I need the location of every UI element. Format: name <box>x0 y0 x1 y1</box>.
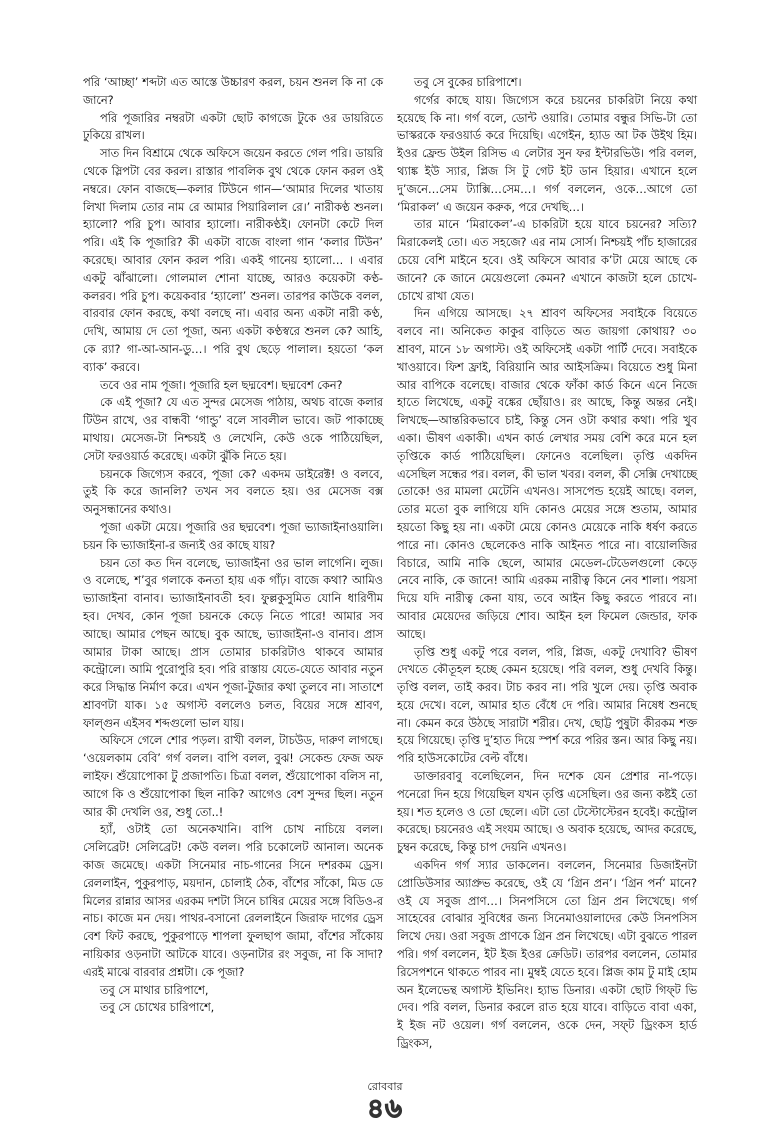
paragraph: কে এই পূজা? যে এত সুন্দর মেসেজ পাঠায়, অথচ বাজে কলার টিউন রাখে, ওর বান্ধবী ‘গান্ডু’ বলে সাবলীল ভাবে। জট পাকাচ্ছে মাথায়। মেসেজ-টা নিশ্চয়ই ও লেখেনি, কেউ ওকে পাঠিয়েছিল, সেটা ফরওয়ার্ড করেছে। একটা ঝুঁকি নিতে হয়। <box>83 396 383 463</box>
poem-line: তবু সে মাথার চারিপাশে, <box>99 983 209 997</box>
paragraph: পরি পূজারির নম্বরটা একটা ছোট কাগজে টুকে ওর ডায়রিতে ঢুকিয়ে রাখল। <box>83 111 383 143</box>
page-number: ৪৬ <box>367 1094 403 1124</box>
paragraph: তৃপ্তি শুধু একটু পরে বলল, পরি, প্লিজ, একটু দেখাবি? ভীষণ দেখতে কৌতূহল হচ্ছে কেমন হয়েছে। পরি বলল, শুধু দেখবি কিন্তু। তৃপ্তি বলল, তাই করব। টাচ করব না। পরি খুলে দেয়। তৃপ্তি অবাক হয়ে দেখে। বলে, আমার হাত বেঁধে দে পরি। আমার নিষেধ শুনছে না। কেমন করে উঠছে সারাটা শরীর। দেখ, ছোট্ট পুষুটা কীরকম শক্ত হয়ে গিয়েছে। তৃপ্তি দু’হাত দিয়ে স্পর্শ করে পরির স্তন। আর কিছু নয়। পরি হাউসকোটের বেল্ট বাঁধে। <box>397 645 697 766</box>
paragraph: গর্গের কাছে যায়। জিগ্যেস করে চয়নের চাকরিটা নিয়ে কথা হয়েছে কি না। গর্গ বলে, ডোন্ট ওয়ারি। তোমার বন্ধুর সিভি-টা তো ভাস্করকে ফরওয়ার্ড করে দিয়েছি। এগেইন, হ্যাড আ টক উইথ হিম। ইওর ফ্রেন্ড উইল রিসিভ এ লেটার সুন ফর ইন্টারভিউ। পরি বলল, থ্যাঙ্ক ইউ স্যার, প্লিজ সি টু গেট ইট ডান হিয়ার। এখানে হলে দু’জনে…সেম ট্যাক্সি…সেম…। গর্গ বললেন, ওকে…আগে তো ‘মিরাকল’ এ জয়েন করুক, পরে দেখছি…। <box>397 93 697 214</box>
paragraph: পূজা একটা মেয়ে। পূজারি ওর ছদ্মবেশ। পূজা ভ্যাজাইনাওয়ালি। চয়ন কি ভ্যাজাইনা-র জন্যই ওর কাছে যায়? <box>83 520 383 552</box>
paragraph: তার মানে ‘মিরাকেল’-এ চাকরিটা হয়ে যাবে চয়নের? সত্যি? মিরাকেলই তো। এত সহজে? এর নাম সোর্স। নিশ্চয়ই পাঁচ হাজারের চেয়ে বেশি মাইনে হবে। ওই অফিসে আবার ক’টা মেয়ে আছে কে জানে? কে জানে মেয়েগুলো কেমন? এখানে কাজটা হলে চোখে-চোখে রাখা যেত। <box>397 218 697 303</box>
paragraph: অফিসে গেলে শোর পড়ল। রাখী বলল, টাচউড, দারুণ লাগছে। ‘ওয়েলকাম বেবি’ গর্গ বলল। বাপি বলল, বুঝ! সেকেন্ড ফেজ অফ লাইফ। শুঁয়োপোকা টু প্রজাপতি। চিত্রা বলল, শুঁয়োপোকা বলিস না, আগে কি ও শুঁয়োপোকা ছিল নাকি? আগেও বেশ সুন্দর ছিল। নতুন আর কী দেখলি ওর, শুধু তো..! <box>83 734 383 819</box>
paragraph: হ্যাঁ, ওটাই তো অনেকখানি। বাপি চোখ নাচিয়ে বলল। সেলিব্রেট! সেলিব্রেট! কেউ বলল। পরি চকোলেট আনাল। অনেক কাজ জমেছে। একটা সিনেমার নাচ-গানের সিনে দশরকম ড্রেস। রেললাইন, পুকুরপাড়, ময়দান, চোলাই ঠেক, বাঁশের সাঁকো, মিড ডে মিলের রান্নার আসর এরকম দশটা সিনে চাষির মেয়ের সঙ্গে বিডিও-র নাচ। কাজে মন দেয়। পাথর-বসানো রেললাইনে জিরাফ দাগের ড্রেস বেশ ফিট করছে, পুকুরপাড়ে শাপলা ফুলছাপ জামা, বাঁশের সাঁকোয় নায়িকার ওড়নাটা আটকে যাবে। ওড়নাটার রং সবুজ, না কি সাদা? এরই মাঝে বারবার প্রশ্নটা। কে পূজা? <box>83 823 383 979</box>
paragraph: সাত দিন বিশ্রামে থেকে অফিসে জয়েন করতে গেল পরি। ডায়রি থেকে স্লিপটা বের করল। রাস্তার পাবলিক বুথ থেকে ফোন করল ওই নম্বরে। ফোন বাজছে—কলার টিউনে গান—‘আমার দিলের খাতায় লিখা দিলাম তোর নাম রে আমার পিয়ারিলাল রে।’ নারীকণ্ঠ শুনল। হ্যালো? পরি চুপ। আবার হ্যালো। নারীকণ্ঠই। ফোনটা কেটে দিল পরি। এই কি পূজারি? কী একটা বাজে বাংলা গান ‘কলার টিউন’ করেছে। আবার ফোন করল পরি। একই গানেয় হ্যালো… । এবার একটু ঝাঁঝালো। গোলমাল শোনা যাচ্ছে, আরও কয়েকটা কণ্ঠ-কলরব। পরি চুপ। কয়েকবার ‘হ্যালো’ শুনল। তারপর কাউকে বলল, বারবার ফোন করছে, কথা বলছে না। এবার অন্য একটা নারী কণ্ঠ, দেখি, আমায় দে তো পূজা, অন্য একটা কণ্ঠস্বরে শুনল কে? আহি, কে র‍্যা? গা-আ-আন-ডু…। পরি বুথ ছেড়ে পালাল। হয়তো ‘কল ব্যাক’ করবে। <box>83 147 383 374</box>
paragraph: চয়নকে জিগ্যেস করবে, পূজা কে? একদম ডাইরেক্ট! ও বলবে, তুই কি করে জানলি? তখন সব বলতে হয়। ওর মেসেজ বক্স অনুসন্ধানের কথাও। <box>83 467 383 517</box>
page-footer <box>0 1080 770 1124</box>
poem-line: তবু সে বুকের চারিপাশে। <box>413 76 522 89</box>
magazine-name: রোববার <box>367 1080 403 1093</box>
poem-line: তবু সে চোখের চারিপাশে, <box>99 1001 215 1015</box>
paragraph: চয়ন তো কত দিন বলেছে, ভ্যাজাইনা ওর ভাল লাগেনি। লুজ। ও বলেছে, শ’বুর গলাকে কনতা হায় এক গাঁঢ়। বাজে কথা? আমিও ভ্যাজাইনা বানাব। ভ্যাজাইনাবতী হব। ফুল্লকুসুমিত যোনি ধারিণীম হব। দেখব, কোন পূজা চয়নকে কেড়ে নিতে পারে! আমার সব আছে। আমার পেছন আছে। বুক আছে, ভ্যাজাইনা-ও বানাব। প্রাস আমার টাকা আছে। প্রাস তোমার চাকরিটাও থাকবে আমার কন্ট্রোলে। আমি পুরোপুরি হব। পরি রাস্তায় যেতে-যেতে আবার নতুন করে সিদ্ধান্ত নির্মাণ করে। এখন পূজা-টুজার কথা তুলবে না। সাতাশে শ্রাবণটা যাক। ১৫ অগাস্ট বললেও চলত, বিয়ের সঙ্গে শ্রাবণ, ফাল্গুন এইসব শব্দগুলো ভাল যায়। <box>83 556 383 730</box>
right-column <box>397 74 697 1053</box>
paragraph: পরি ‘আচ্ছা’ শব্দটা এত আস্তে উচ্চারণ করল, চয়ন শুনল কি না কে জানে? <box>83 76 383 107</box>
paragraph: ডাক্তারবাবু বলেছিলেন, দিন দশেক যেন প্রেশার না-পড়ে। পনেরো দিন হয়ে গিয়েছিল যখন তৃপ্তি এসেছিল। ওর জন্য কষ্টই তো হয়। শত হলেও ও তো ছেলে। এটা তো টেস্টোস্টেরন হবেই। কন্ট্রোল করেছে। চয়নেরও এই সংযম আছে। ও অবাক হয়েছে, আদর করেছে, চুম্বন করেছে, কিন্তু চাপ দেয়নি এখনও। <box>397 770 697 855</box>
paragraph: একদিন গর্গ স্যার ডাকলেন। বললেন, সিনেমার ডিজাইনটা প্রোডিউসার অ্যাপ্রুভ করেছে, ওই যে ‘গ্রিন প্রন’। ‘গ্রিন পর্ন’ মানে? ওই যে সবুজ প্রাণ…। সিনপসিসে তো গ্রিন প্রন লিখেছে। গর্গ সাহেবের বোঝার সুবিধের জন্য সিনেমাওয়ালাদের কেউ সিনপসিস লিখে দেয়। ওরা সবুজ প্রাণকে গ্রিন প্রন লিখেছে। এটা বুঝতে পারল পরি। গর্গ বললেন, ইট ইজ ইওর ক্রেডিট। তারপর বললেন, তোমার রিসেপশনে থাকতে পারব না। মুম্বই যেতে হবে। প্লিজ কাম টু মাই হোম অন ইলেভেন্থ অগাস্ট ইভিনিং। হ্যাভ ডিনার। একটা ছোট গিফ্‌ট ভি দেব। পরি বলল, ডিনার করলে রাত হয়ে যাবে। বাড়িতে বাবা একা, ই ইজ নট ওয়েল। গর্গ বললেন, ওকে দেন, সফ্‌ট ড্রিংকস হার্ড ড্রিংকস, <box>397 859 697 1051</box>
left-column <box>83 74 383 1017</box>
paragraph: তবে ওর নাম পূজা। পূজারি হল ছদ্মবেশ। ছদ্মবেশ কেন? <box>99 378 343 392</box>
paragraph: দিন এগিয়ে আসছে। ২৭ শ্রাবণ অফিসের সবাইকে বিয়েতে বলবে না। অনিকেত কাকুর বাড়িতে অত জায়গা কোথায়? ৩০ শ্রাবণ, মানে ১৮ অগাস্ট। ওই অফিসেই একটা পার্টি দেবে। সবাইকে খাওয়াবে। ফিশ ফ্রাই, বিরিয়ানি আর আইসক্রিম। বিয়েতে শুধু মিনা আর বাপিকে বলেছে। বাজার থেকে ফাঁকা কার্ড কিনে এনে নিজে হাতে লিখেছে, একটু বঙ্কের ছোঁয়াও। রং আছে, কিন্তু অন্তর নেই। লিখছে—আন্তরিকভাবে চাই, কিন্তু সেন ওটা কথার কথা। পরি খুব একা। ভীষণ একাকী। এখন কার্ড লেখার সময় বেশি করে মনে হল তৃপ্তিকে কার্ড পাঠিয়েছিল। ফোনেও বলেছিল। তৃপ্তি একদিন এসেছিল সন্ধের পর। বলল, কী ভাল খবর। বলল, কী সেক্সি দেখাচ্ছে তোকে! ওর মামলা মেটেনি এখনও। সাসপেন্ড হয়েই আছে। বলল, তোর মতো বুক লাগিয়ে যদি কোনও মেয়ের সঙ্গে শুতাম, আমার হয়তো কিছু হয় না। একটা মেয়ে কোনও মেয়েকে নাকি ধর্ষণ করতে পারে না। কোনও ছেলেকেও নাকি আইনত পারে না। বায়োলজির বিচারে, আমি নাকি ছেলে, আমার মেডেল-টেডেলগুলো কেড়ে নেবে নাকি, কে জানে! আমি এরকম নারীত্ব কিনে নেব শালা। পয়সা দিয়ে যদি নারীত্ব কেনা যায়, তবে আইন কিছু করতে পারবে না। আবার মেয়েদের জড়িয়ে শোব। আইন হল ফিমেল জেন্ডার, ফাক আছে। <box>397 307 697 641</box>
